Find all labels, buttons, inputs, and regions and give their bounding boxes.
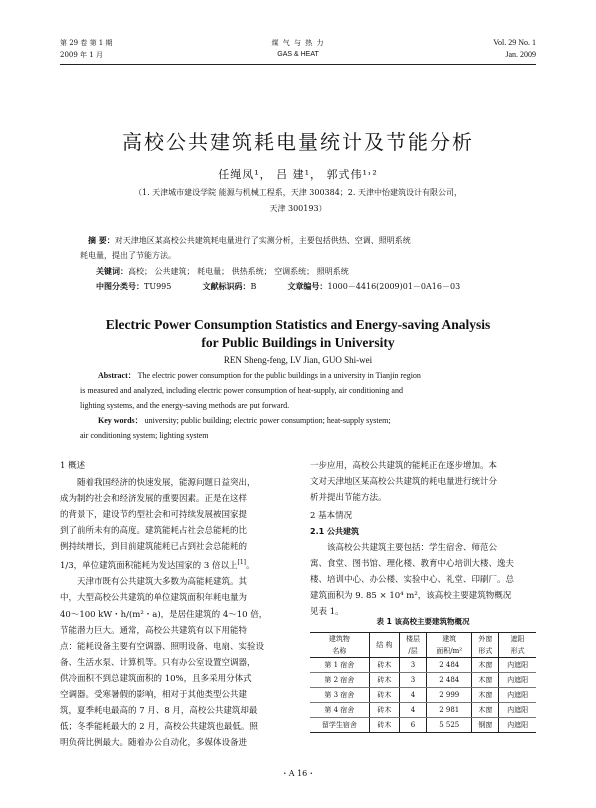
- table-header-text: 遮阳: [510, 635, 525, 643]
- journal-volume-en: Vol. 29 No. 1: [493, 38, 536, 47]
- table-header-cell: [310, 633, 369, 658]
- body-line: 建筑面积为 9. 85 × 10⁴ m²，该高校主要建筑物概况: [310, 591, 512, 602]
- table-cell: 木窗: [472, 703, 499, 718]
- table-cell: 4: [400, 703, 427, 718]
- body-line: 节能潜力巨大。通常，高校公共建筑有以下用能特: [60, 625, 248, 636]
- table-row: [310, 688, 536, 703]
- table-cell: 内遮阳: [499, 688, 536, 703]
- section-2-heading: 2 基本情况: [310, 511, 353, 521]
- body-line: 供冷面积不到总建筑面积的 10%，且多采用分体式: [60, 673, 252, 684]
- table-header-text: /层: [408, 647, 418, 655]
- table-1-caption: 表 1 该高校主要建筑物概况: [376, 617, 470, 626]
- journal-date-en: Jan. 2009: [505, 50, 536, 59]
- table-cell: 3: [400, 673, 427, 688]
- doc-code-value: B: [250, 282, 257, 291]
- article-no-value: 1000－4416(2009)01－0A16－03: [327, 282, 461, 291]
- table-cell: 砖木: [369, 673, 399, 688]
- body-line: 点：能耗设备主要有空调器、照明设备、电扇、实验设: [60, 641, 265, 652]
- table-cell: 内遮阳: [499, 718, 536, 733]
- title-en-line-1: Electric Power Consumption Statistics and Energy-saving Analysis: [105, 317, 491, 332]
- abstract-en-label: Abstract：: [98, 371, 136, 380]
- table-cell: 留学生宿舍: [310, 718, 369, 733]
- affiliation-cn-1: （1. 天津城市建设学院 能源与机械工程系，天津 300384；2. 天津中怡建筑设计有限公司，: [134, 188, 462, 197]
- body-line: 成为制约社会和经济发展的重要因素。正是在这样: [60, 494, 248, 505]
- citation-ref: [1]: [237, 559, 246, 567]
- body-line: 天津市既有公共建筑大多数为高能耗建筑。其: [77, 577, 248, 588]
- body-line: 一步应用，高校公共建筑的能耗正在逐步增加。本: [310, 461, 498, 471]
- authors-cn: 任绳凤¹， 吕 建¹， 郭式伟¹˒²: [218, 168, 378, 181]
- body-line: 楼、培训中心、办公楼、实验中心、礼堂、印刷厂。总: [310, 575, 515, 586]
- doc-code-label: 文献标识码：: [202, 281, 251, 291]
- table-cell: 第 1 宿舍: [310, 658, 369, 673]
- table-cell: 2 484: [426, 658, 472, 673]
- table-row: [310, 673, 536, 688]
- table-cell: 6: [400, 718, 427, 733]
- body-line: 中，大型高校公共建筑的单位建筑面积年耗电量为: [60, 593, 248, 604]
- table-header-text: 面积/m²: [436, 647, 463, 655]
- keywords-cn: [96, 265, 349, 278]
- body-line: 文对天津地区某高校公共建筑的耗电量进行统计分: [310, 477, 498, 488]
- body-right-column-top: [310, 458, 538, 506]
- table-header-cell: [400, 633, 427, 658]
- journal-name-en: GAS & HEAT: [277, 51, 319, 58]
- page-number: ・A 16・: [280, 769, 316, 778]
- body-line: 筑，夏季耗电最高的 7 月、8 月，高校公共建筑却最: [60, 706, 258, 717]
- table-cell: 木窗: [472, 688, 499, 703]
- table-cell: 2 981: [426, 703, 472, 718]
- keywords-en-line-1: [98, 414, 391, 427]
- table-cell: 砖木: [369, 688, 399, 703]
- table-header-text: 楼层: [406, 635, 421, 643]
- keywords-cn-label: 关键词：: [96, 266, 128, 276]
- body-line: 析并提出节能方法。: [310, 493, 387, 504]
- table-header-cell: [426, 633, 472, 658]
- abstract-cn-text-1: 对天津地区某高校公共建筑耗电量进行了实测分析，主要包括供热、空调、照明系统: [114, 236, 411, 245]
- body-line: 该高校公共建筑主要包括：学生宿舍、师范公: [327, 543, 498, 553]
- clc-label: 中图分类号：: [96, 281, 144, 291]
- abstract-en-text-1: The electric power consumption for the public buildings in a university in Tianjin region: [137, 371, 421, 380]
- table-header-text: 建筑物: [328, 635, 350, 643]
- table-cell: 第 4 宿舍: [310, 703, 369, 718]
- abstract-en-line-3: lighting systems, and the energy-saving methods are put forward.: [80, 401, 290, 410]
- body-line: 空调器。受寒暑假的影响，相对于其他类型公共建: [60, 690, 248, 701]
- body-line: 的背景下，建设节约型社会和可持续发展被国家提: [60, 510, 248, 521]
- table-row: [310, 718, 536, 733]
- title-en-line-2: for Public Buildings in University: [201, 335, 395, 350]
- title-cn: 高校公共建筑耗电量统计及节能分析: [122, 130, 474, 154]
- clc-value: TU995: [144, 282, 172, 291]
- table-header-cell: [499, 633, 536, 658]
- table-cell: 木窗: [472, 658, 499, 673]
- table-cell: 钢窗: [472, 718, 499, 733]
- table-header-text: 名称: [332, 647, 347, 655]
- journal-volume: 第 29 卷 第 1 期: [60, 39, 113, 47]
- table-cell: 内遮阳: [499, 673, 536, 688]
- table-header-text: 形式: [478, 647, 493, 655]
- table-cell: 砖木: [369, 718, 399, 733]
- table-header-cell: [369, 633, 399, 658]
- table-cell: 内遮阳: [499, 658, 536, 673]
- keywords-en-line-2: air conditioning system; lighting system: [80, 431, 209, 440]
- table-header-cell: [472, 633, 499, 658]
- abstract-cn: [88, 234, 528, 247]
- abstract-cn-label: 摘 要：: [88, 235, 115, 245]
- body-line: 备、生活水泵、计算机等。只有办公室设置空调器，: [60, 657, 256, 668]
- keywords-en-text-1: university; public building; electric power consumption; heat-supply system;: [144, 416, 391, 425]
- journal-date: 2009 年 1 月: [60, 51, 103, 59]
- body-line: 例持续增长，到目前建筑能耗已占到社会总能耗的: [60, 542, 248, 553]
- section-1-heading: 1 概述: [60, 461, 86, 471]
- body-line: 1/3，单位建筑面积能耗为发达国家的 3 倍以上[1]。: [60, 559, 255, 572]
- table-row: [310, 658, 536, 673]
- table-header-text: 建筑: [442, 635, 457, 643]
- header-rule: [60, 64, 536, 65]
- body-line: 见表 1。: [310, 607, 344, 618]
- journal-name: 煤 气 与 热 力: [271, 39, 325, 47]
- affiliation-cn-2: 天津 300193）: [269, 204, 327, 213]
- table-row: [310, 703, 536, 718]
- table-cell: 砖木: [369, 703, 399, 718]
- section-2-1-heading: 2.1 公共建筑: [310, 527, 359, 536]
- keywords-en-label: Key words：: [98, 416, 143, 425]
- abstract-en-line-1: [98, 369, 538, 382]
- body-line: 40～100 kW・h/(m²・a)，是居住建筑的 4～10 倍，: [60, 609, 268, 620]
- table-1: [310, 632, 536, 733]
- table-cell: 砖木: [369, 658, 399, 673]
- authors-en: REN Sheng-feng, LV Jian, GUO Shi-wei: [223, 355, 373, 365]
- body-line: 明负荷比例最大。随着办公自动化，多媒体设备进: [60, 738, 248, 749]
- keywords-cn-text: 高校； 公共建筑； 耗电量； 供热系统； 空调系统； 照明系统: [128, 267, 349, 276]
- body-line: 随着我国经济的快速发展，能源问题日益突出，: [77, 478, 256, 488]
- table-header-text: 外窗: [478, 635, 493, 643]
- table-cell: 4: [400, 688, 427, 703]
- table-cell: 第 2 宿舍: [310, 673, 369, 688]
- table-cell: 5 525: [426, 718, 472, 733]
- table-header-text: 形式: [510, 647, 525, 655]
- body-line: 寓、食堂、图书馆、理化楼、教育中心培训大楼、逸夫: [310, 559, 515, 570]
- abstract-en-line-2: is measured and analyzed, including electric power consumption of heat-supply, air conditioning and: [80, 386, 403, 395]
- body-line: 到了前所未有的高度。建筑能耗占社会总能耗的比: [60, 526, 248, 537]
- table-header-text: 结 构: [376, 641, 393, 649]
- body-right-column-bottom: [310, 540, 538, 620]
- table-cell: 木窗: [472, 673, 499, 688]
- abstract-cn-text-2: 耗电量，提出了节能方法。: [80, 251, 176, 260]
- table-cell: 内遮阳: [499, 703, 536, 718]
- table-cell: 3: [400, 658, 427, 673]
- table-cell: 2 999: [426, 688, 472, 703]
- article-no-label: 文章编号：: [287, 281, 328, 291]
- table-cell: 2 484: [426, 673, 472, 688]
- classification-line: [96, 280, 536, 293]
- table-cell: 第 3 宿舍: [310, 688, 369, 703]
- body-left-column: [60, 475, 290, 751]
- body-line: 低；冬季能耗最大的 2 月，高校公共建筑也最低。照: [60, 722, 258, 733]
